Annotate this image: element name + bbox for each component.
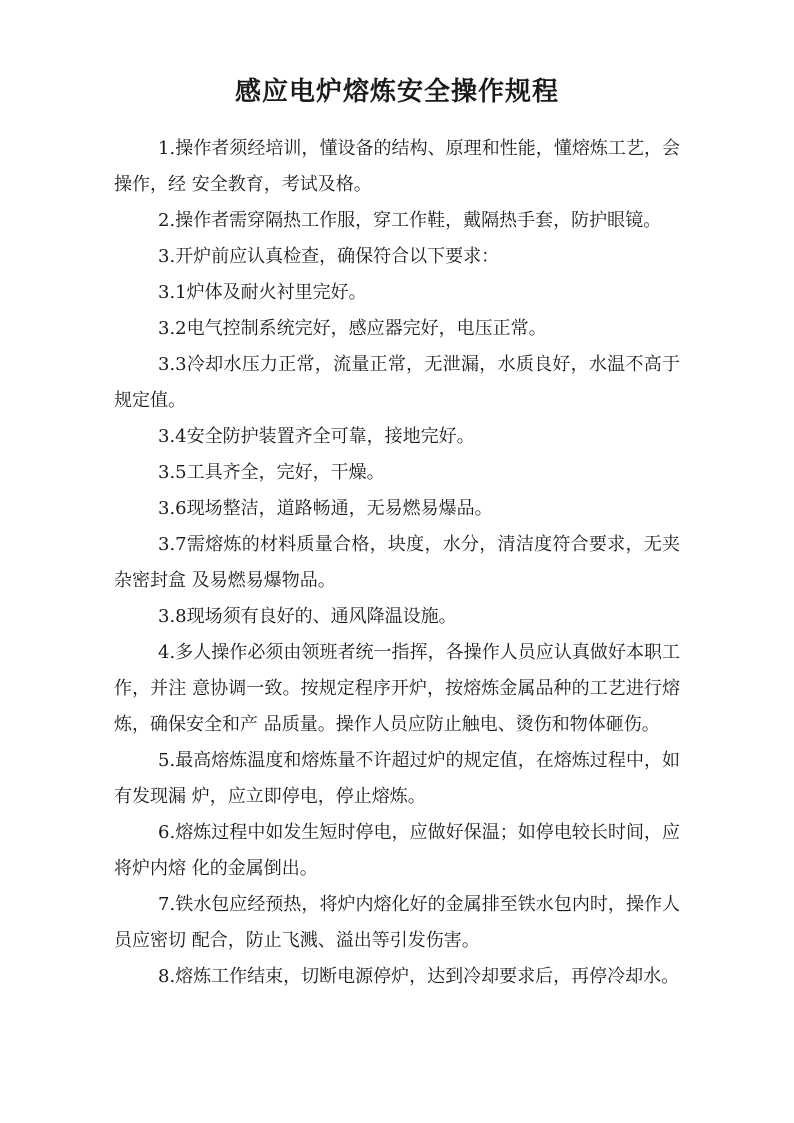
paragraph-5: 5.最高熔炼温度和熔炼量不许超过炉的规定值，在熔炼过程中，如有发现漏 炉，应立即停电，停止熔炼。 <box>114 750 680 807</box>
paragraph-3-4: 3.4安全防护装置齐全可靠，接地完好。 <box>158 426 475 447</box>
paragraph-3: 3.开炉前应认真检查，确保符合以下要求： <box>158 246 500 267</box>
paragraph-3-8: 3.8现场须有良好的、通风降温设施。 <box>158 606 457 627</box>
paragraph-7: 7.铁水包应经预热，将炉内熔化好的金属排至铁水包内时，操作人员应密切 配合，防止飞溅、溢出等引发伤害。 <box>114 894 680 951</box>
document-title: 感应电炉熔炼安全操作规程 <box>234 77 559 107</box>
paragraph-1: 1.操作者须经培训，懂设备的结构、原理和性能，懂熔炼工艺，会操作，经 安全教育，考试及格。 <box>114 138 680 195</box>
paragraph-2: 2.操作者需穿隔热工作服，穿工作鞋，戴隔热手套，防护眼镜。 <box>158 210 662 231</box>
document-body <box>114 131 680 995</box>
paragraph-6: 6.熔炼过程中如发生短时停电，应做好保温；如停电较长时间，应将炉内熔 化的金属倒出。 <box>114 822 680 879</box>
paragraph-3-3: 3.3冷却水压力正常，流量正常，无泄漏，水质良好，水温不高于规定值。 <box>114 354 680 411</box>
paragraph-3-1: 3.1炉体及耐火衬里完好。 <box>158 282 367 303</box>
paragraph-8: 8.熔炼工作结束，切断电源停炉，达到冷却要求后，再停冷却水。 <box>158 966 680 987</box>
paragraph-3-6: 3.6现场整洁，道路畅通，无易燃易爆品。 <box>158 498 493 519</box>
paragraph-3-2: 3.2电气控制系统完好，感应器完好，电压正常。 <box>158 318 547 339</box>
paragraph-3-5: 3.5工具齐全，完好，干燥。 <box>158 462 385 483</box>
paragraph-4: 4.多人操作必须由领班者统一指挥，各操作人员应认真做好本职工作，并注 意协调一致。按规定程序开炉，按熔炼金属品种的工艺进行熔炼，确保安全和产 品质量。操作人员应防止触电、烫伤和物体砸伤。 <box>114 642 680 735</box>
paragraph-3-7: 3.7需熔炼的材料质量合格，块度，水分，清洁度符合要求，无夹杂密封盒 及易燃易爆物品。 <box>114 534 680 591</box>
